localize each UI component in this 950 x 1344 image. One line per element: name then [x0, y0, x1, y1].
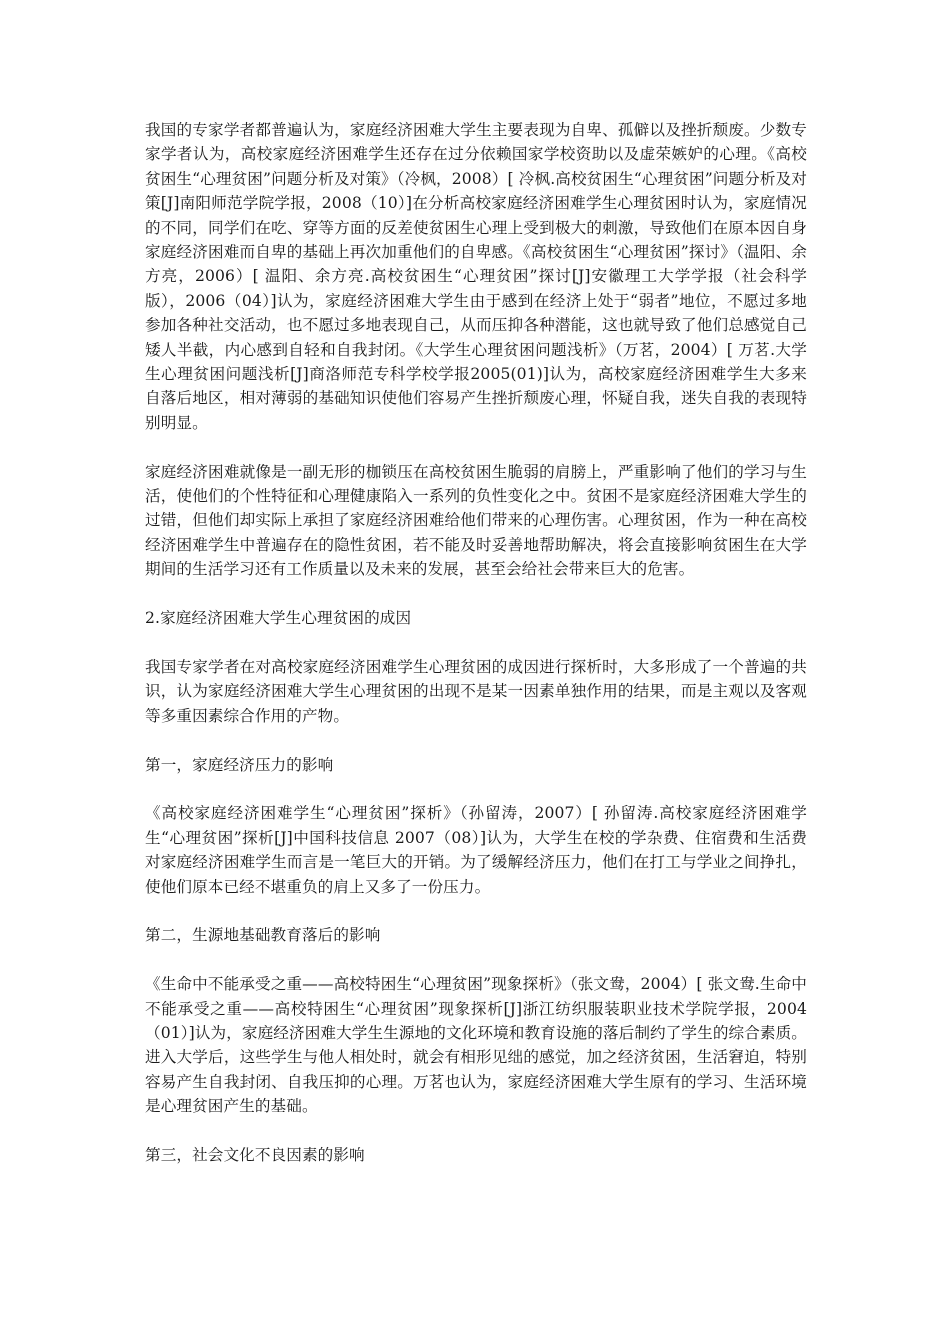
- paragraph-literature-review: 我国的专家学者都普遍认为，家庭经济困难大学生主要表现为自卑、孤僻以及挫折颓废。少数专家学者认为，高校家庭经济困难学生还存在过分依赖国家学校资助以及虚荣嫉妒的心理。《高校贫困生“心理贫困”问题分析及对策》（冷枫，2008）[ 冷枫.高校贫困生“心理贫困”问题分析及对策[J]南阳师范学院学报，2008（10）]在分析高校家庭经济困难学生心理贫困时认为，家庭情况的不同，同学们在吃、穿等方面的反差使贫困生心理上受到极大的刺激，导致他们在原本因自身家庭经济困难而自卑的基础上再次加重他们的自卑感。《高校贫困生“心理贫困”探讨》（温阳、余方亮，2006）[ 温阳、余方亮.高校贫困生“心理贫困”探讨[J]安徽理工大学学报（社会科学版），2006（04）]认为，家庭经济困难大学生由于感到在经济上处于“弱者”地位，不愿过多地参加各种社交活动，也不愿过多地表现自己，从而压抑各种潜能，这也就导致了他们总感觉自己矮人半截，内心感到自轻和自我封闭。《大学生心理贫困问题浅析》（万茗，2004）[ 万茗.大学生心理贫困问题浅析[J]商洛师范专科学校学报2005(01)]认为，高校家庭经济困难学生大多来自落后地区，相对薄弱的基础知识使他们容易产生挫折颓废心理，怀疑自我，迷失自我的表现特别明显。: [145, 121, 807, 432]
- section-heading-causes: 2.家庭经济困难大学生心理贫困的成因: [145, 609, 412, 628]
- paragraph-poverty-impact: 家庭经济困难就像是一副无形的枷锁压在高校贫困生脆弱的肩膀上，严重影响了他们的学习与生活，使他们的个性特征和心理健康陷入一系列的负性变化之中。贫困不是家庭经济困难大学生的过错，但他们却实际上承担了家庭经济困难给他们带来的心理伤害。心理贫困，作为一种在高校经济困难学生中普遍存在的隐性贫困，若不能及时妥善地帮助解决，将会直接影响贫困生在大学期间的生活学习还有工作质量以及未来的发展，甚至会给社会带来巨大的危害。: [145, 462, 807, 579]
- paragraph-basic-education: 《生命中不能承受之重——高校特困生“心理贫困”现象探析》（张文鸯，2004）[ 张文鸯.生命中不能承受之重——高校特困生“心理贫困”现象探析[J]浙江纺织服装职业技术学院学报，2004（01）]认为，家庭经济困难大学生生源地的文化环境和教育设施的落后制约了学生的综合素质。进入大学后，这些学生与他人相处时，就会有相形见绌的感觉，加之经济贫困，生活窘迫，特别容易产生自我封闭、自我压抑的心理。万茗也认为，家庭经济困难大学生原有的学习、生活环境是心理贫困产生的基础。: [145, 975, 807, 1116]
- paragraph-economic-pressure: 《高校家庭经济困难学生“心理贫困”探析》（孙留涛，2007）[ 孙留涛.高校家庭经济困难学生“心理贫困”探析[J]中国科技信息 2007（08）]认为，大学生在校的学杂费、住宿费和生活费对家庭经济困难学生而言是一笔巨大的开销。为了缓解经济压力，他们在打工与学业之间挣扎，使他们原本已经不堪重负的肩上又多了一份压力。: [145, 804, 807, 896]
- subheading-basic-education: 第二，生源地基础教育落后的影响: [145, 926, 381, 945]
- paragraph-causes-intro: 我国专家学者在对高校家庭经济困难学生心理贫困的成因进行探析时，大多形成了一个普遍的共识，认为家庭经济困难大学生心理贫困的出现不是某一因素单独作用的结果，而是主观以及客观等多重因素综合作用的产物。: [145, 657, 807, 725]
- subheading-social-culture: 第三，社会文化不良因素的影响: [145, 1145, 365, 1164]
- document-body: [145, 118, 807, 1192]
- subheading-economic-pressure: 第一，家庭经济压力的影响: [145, 755, 334, 774]
